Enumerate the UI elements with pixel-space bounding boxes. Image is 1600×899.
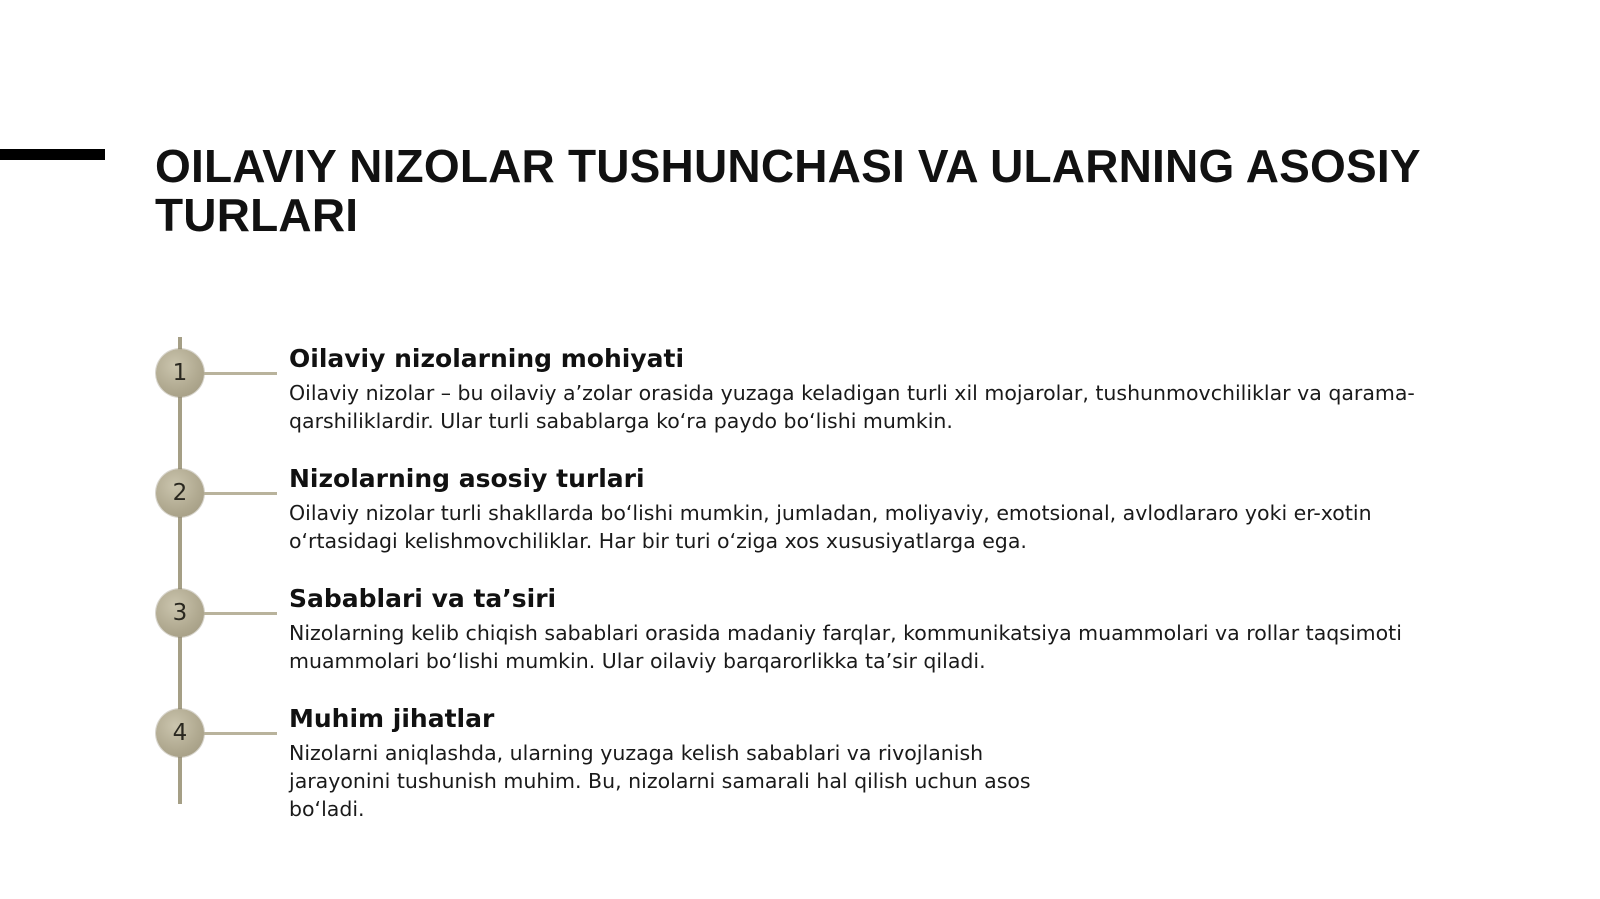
step-title: Muhim jihatlar xyxy=(289,704,495,733)
step-number-badge: 2 xyxy=(156,469,204,517)
step-description: Nizolarni aniqlashda, ularning yuzaga kelish sabablari va rivojlanish jarayonini tushunish muhim. Bu, nizolarni samarali hal qilish uchun asos bo‘ladi. xyxy=(289,741,1031,821)
step-title: Oilaviy nizolarning mohiyati xyxy=(289,344,685,373)
step-description: Oilaviy nizolar turli shakllarda bo‘lishi mumkin, jumladan, moliyaviy, emotsional, avlodlararo yoki er-xotin o‘rtasidagi kelishmovchiliklar. Har bir turi o‘ziga xos xususiyatlarga ega. xyxy=(289,501,1372,553)
step-number-badge: 3 xyxy=(156,589,204,637)
step-description: Nizolarning kelib chiqish sabablari orasida madaniy farqlar, kommunikatsiya muammolari va rollar taqsimoti muammolari bo‘lishi mumkin. Ular oilaviy barqarorlikka ta’sir qiladi. xyxy=(289,621,1402,673)
slide-title: OILAVIY NIZOLAR TUSHUNCHASI VA ULARNING ASOSIY TURLARI xyxy=(155,140,1420,241)
step-number-badge: 4 xyxy=(156,709,204,757)
step-connector xyxy=(204,372,277,375)
step-description: Oilaviy nizolar – bu oilaviy a’zolar orasida yuzaga keladigan turli xil mojarolar, tushunmovchiliklar va qarama-qarshiliklardir. Ular turli sabablarga ko‘ra paydo bo‘lishi mumkin. xyxy=(289,381,1415,433)
step-connector xyxy=(204,612,277,615)
step-title: Sabablari va ta’siri xyxy=(289,584,557,613)
step-title: Nizolarning asosiy turlari xyxy=(289,464,645,493)
step-number-badge: 1 xyxy=(156,349,204,397)
step-connector xyxy=(204,492,277,495)
step-connector xyxy=(204,732,277,735)
